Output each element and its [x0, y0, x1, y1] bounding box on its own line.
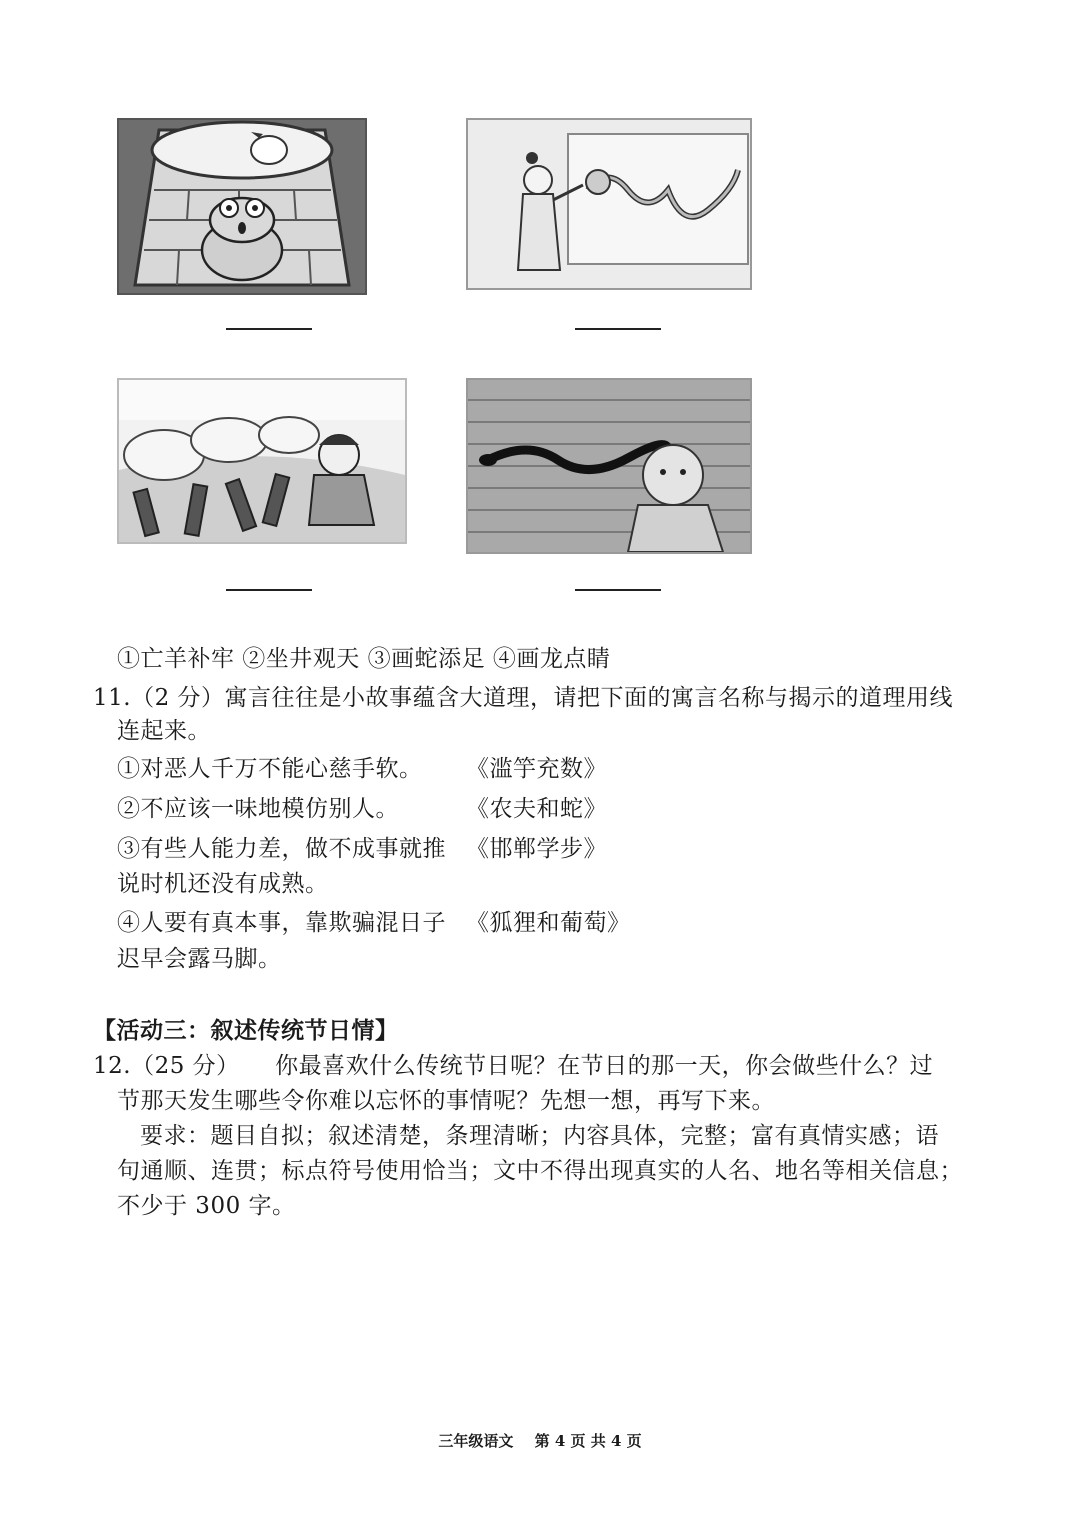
q12-line2: 节那天发生哪些令你难以忘怀的事情呢？先想一想，再写下来。	[117, 1088, 775, 1114]
fable-title-3: 《邯郸学步》	[466, 836, 607, 862]
q12-requirements-line3: 不少于 300 字。	[117, 1193, 296, 1219]
activity3-heading: 【活动三：叙述传统节日情】	[93, 1017, 399, 1044]
lesson-3-line2: 说时机还没有成熟。	[117, 871, 329, 897]
answer-blank-2[interactable]	[575, 328, 661, 330]
lesson-1: ①对恶人千万不能心慈手软。	[117, 756, 423, 782]
q12-requirements-line2: 句通顺、连贯；标点符号使用恰当；文中不得出现真实的人名、地名等相关信息；	[117, 1158, 963, 1184]
lesson-4-line2: 迟早会露马脚。	[117, 946, 282, 972]
answer-blank-3[interactable]	[226, 589, 312, 591]
page-footer	[0, 1430, 1080, 1451]
picture-snake-with-feet	[466, 378, 752, 554]
picture-mending-pen	[117, 378, 407, 544]
idiom-options: ①亡羊补牢 ②坐井观天 ③画蛇添足 ④画龙点睛	[117, 646, 611, 672]
q12-requirements-line1: 要求：题目自拟；叙述清楚，条理清晰；内容具体，完整；富有真情实感；语	[140, 1123, 939, 1149]
footer-subject: 三年级语文	[438, 1432, 514, 1450]
q11-stem-line1: 11.（2 分）寓言往往是小故事蕴含大道理，请把下面的寓言名称与揭示的道理用线	[93, 685, 954, 711]
answer-blank-1[interactable]	[226, 328, 312, 330]
lesson-3-line1: ③有些人能力差，做不成事就推	[117, 836, 446, 862]
q12-line1: 12.（25 分） 你最喜欢什么传统节日呢？在节日的那一天，你会做些什么？过	[93, 1053, 934, 1079]
footer-page-info: 第 4 页 共 4 页	[534, 1432, 642, 1450]
answer-blank-4[interactable]	[575, 589, 661, 591]
fable-title-4: 《狐狸和葡萄》	[466, 910, 631, 936]
q11-stem-line2: 连起来。	[117, 718, 211, 744]
lesson-4-line1: ④人要有真本事，靠欺骗混日子	[117, 910, 446, 936]
picture-frog-in-well	[117, 118, 367, 295]
picture-painting-dragon	[466, 118, 752, 290]
fable-title-2: 《农夫和蛇》	[466, 796, 607, 822]
fable-title-1: 《滥竽充数》	[466, 756, 607, 782]
lesson-2: ②不应该一味地模仿别人。	[117, 796, 399, 822]
